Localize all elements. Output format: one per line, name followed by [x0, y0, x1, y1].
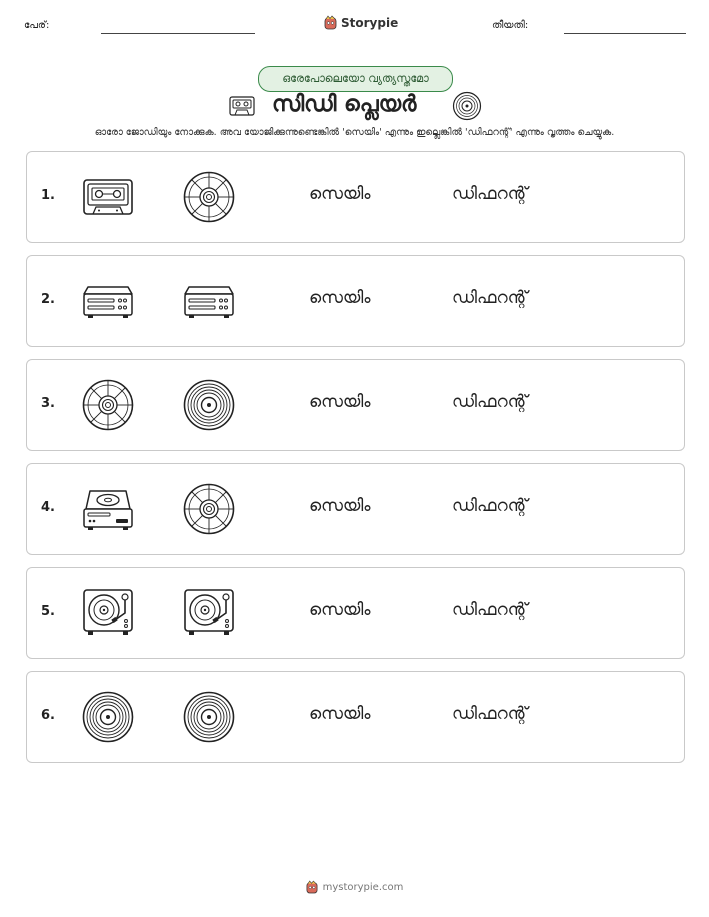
question-card: [26, 463, 685, 555]
question-card: [26, 255, 685, 347]
same-or-different-pill: ഒരേപോലെയോ വ്യത്യസ്തമോ: [258, 66, 453, 92]
same-option[interactable]: സെയിം: [309, 392, 371, 412]
vinyl-record-icon: [82, 691, 134, 743]
brand-logo: [324, 15, 398, 30]
question-number: 2.: [41, 292, 55, 307]
same-option[interactable]: സെയിം: [309, 496, 371, 516]
name-label: പേര്:: [24, 20, 50, 31]
same-option[interactable]: സെയിം: [309, 184, 371, 204]
title-row: [0, 90, 709, 122]
different-option[interactable]: ഡിഫറന്റ്: [452, 184, 528, 204]
different-option[interactable]: ഡിഫറന്റ്: [452, 600, 528, 620]
brand-name: Storypie: [341, 15, 399, 30]
question-card: [26, 359, 685, 451]
cd-player-unit-icon: [82, 275, 134, 327]
question-number: 3.: [41, 396, 55, 411]
date-field[interactable]: [564, 33, 686, 34]
storypie-mascot-icon: [306, 880, 318, 894]
different-option[interactable]: ഡിഫറന്റ്: [452, 392, 528, 412]
same-option[interactable]: സെയിം: [309, 288, 371, 308]
question-card: [26, 151, 685, 243]
question-number: 5.: [41, 604, 55, 619]
question-card: [26, 567, 685, 659]
date-label: തീയതി:: [492, 20, 529, 31]
instructions: ഓരോ ജോഡിയും നോക്കുക. അവ യോജിക്കുന്നുണ്ടെങ്കിൽ 'സെയിം' എന്നും ഇല്ലെങ്കിൽ 'ഡിഫറന്റ്' എന്നും വൃത്തം ചെയ്യുക.: [94, 127, 615, 138]
turntable-icon: [82, 587, 134, 639]
cassette-tape-icon: [82, 171, 134, 223]
different-option[interactable]: ഡിഫറന്റ്: [452, 704, 528, 724]
vinyl-record-icon: [183, 379, 235, 431]
vinyl-record-icon: [183, 691, 235, 743]
compact-disc-icon: [183, 483, 235, 535]
question-number: 6.: [41, 708, 55, 723]
name-field[interactable]: [101, 33, 255, 34]
different-option[interactable]: ഡിഫറന്റ്: [452, 288, 528, 308]
compact-disc-icon: [82, 379, 134, 431]
compact-disc-icon: [183, 171, 235, 223]
cd-player-unit-icon: [183, 275, 235, 327]
question-number: 4.: [41, 500, 55, 515]
footer-url: mystorypie.com: [322, 881, 404, 893]
footer: [0, 880, 709, 894]
vinyl-record-icon: [452, 91, 482, 121]
storypie-mascot-icon: [324, 15, 337, 30]
same-option[interactable]: സെയിം: [309, 704, 371, 724]
page-title: സിഡി പ്ലെയർ: [272, 92, 417, 117]
cd-player-open-icon: [82, 483, 134, 535]
different-option[interactable]: ഡിഫറന്റ്: [452, 496, 528, 516]
turntable-icon: [183, 587, 235, 639]
question-number: 1.: [41, 188, 55, 203]
cassette-tape-icon: [229, 96, 255, 116]
same-option[interactable]: സെയിം: [309, 600, 371, 620]
question-card: [26, 671, 685, 763]
